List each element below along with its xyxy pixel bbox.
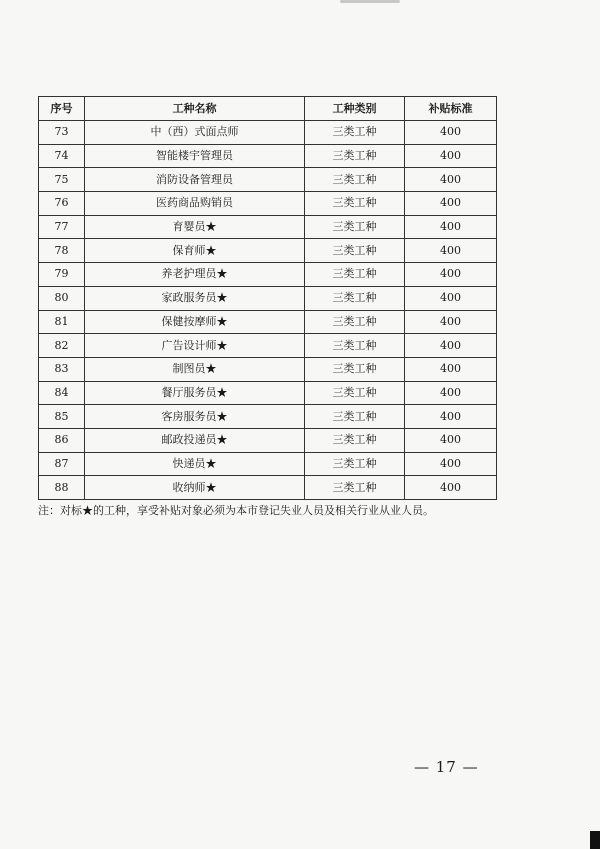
cell-standard: 400 — [405, 452, 497, 476]
cell-name: 医药商品购销员 — [85, 192, 305, 216]
table-row — [39, 428, 497, 452]
cell-name: 制图员★ — [85, 357, 305, 381]
cell-category: 三类工种 — [305, 334, 405, 358]
cell-standard: 400 — [405, 286, 497, 310]
cell-name: 保健按摩师★ — [85, 310, 305, 334]
cell-standard: 400 — [405, 121, 497, 145]
cell-standard: 400 — [405, 215, 497, 239]
cell-name: 养老护理员★ — [85, 263, 305, 287]
header-no: 序号 — [39, 97, 85, 121]
table-row — [39, 144, 497, 168]
cell-no: 73 — [39, 121, 85, 145]
cell-name: 餐厅服务员★ — [85, 381, 305, 405]
cell-no: 88 — [39, 476, 85, 500]
scan-mark-corner — [590, 831, 600, 849]
cell-name: 邮政投递员★ — [85, 428, 305, 452]
cell-name: 智能楼宇管理员 — [85, 144, 305, 168]
cell-name: 收纳师★ — [85, 476, 305, 500]
header-standard: 补贴标准 — [405, 97, 497, 121]
cell-category: 三类工种 — [305, 476, 405, 500]
table-row — [39, 192, 497, 216]
cell-category: 三类工种 — [305, 192, 405, 216]
cell-standard: 400 — [405, 144, 497, 168]
cell-standard: 400 — [405, 263, 497, 287]
cell-no: 74 — [39, 144, 85, 168]
cell-name: 中（西）式面点师 — [85, 121, 305, 145]
cell-standard: 400 — [405, 428, 497, 452]
cell-no: 87 — [39, 452, 85, 476]
cell-category: 三类工种 — [305, 168, 405, 192]
footnote: 注：对标★的工种，享受补贴对象必须为本市登记失业人员及相关行业从业人员。 — [38, 504, 434, 517]
cell-no: 79 — [39, 263, 85, 287]
cell-standard: 400 — [405, 310, 497, 334]
scan-mark-top — [340, 0, 400, 3]
cell-standard: 400 — [405, 168, 497, 192]
cell-no: 81 — [39, 310, 85, 334]
cell-no: 77 — [39, 215, 85, 239]
cell-standard: 400 — [405, 192, 497, 216]
cell-category: 三类工种 — [305, 428, 405, 452]
cell-name: 快递员★ — [85, 452, 305, 476]
cell-standard: 400 — [405, 381, 497, 405]
cell-name: 家政服务员★ — [85, 286, 305, 310]
table-row — [39, 334, 497, 358]
cell-standard: 400 — [405, 405, 497, 429]
table-row — [39, 357, 497, 381]
table-row — [39, 121, 497, 145]
cell-standard: 400 — [405, 476, 497, 500]
cell-no: 80 — [39, 286, 85, 310]
table-row — [39, 168, 497, 192]
cell-no: 76 — [39, 192, 85, 216]
header-name: 工种名称 — [85, 97, 305, 121]
cell-standard: 400 — [405, 239, 497, 263]
table-row — [39, 405, 497, 429]
cell-category: 三类工种 — [305, 239, 405, 263]
cell-no: 82 — [39, 334, 85, 358]
cell-name: 消防设备管理员 — [85, 168, 305, 192]
table-row — [39, 476, 497, 500]
cell-no: 85 — [39, 405, 85, 429]
table-row — [39, 263, 497, 287]
cell-no: 78 — [39, 239, 85, 263]
cell-category: 三类工种 — [305, 357, 405, 381]
cell-category: 三类工种 — [305, 144, 405, 168]
cell-name: 广告设计师★ — [85, 334, 305, 358]
cell-category: 三类工种 — [305, 263, 405, 287]
cell-category: 三类工种 — [305, 452, 405, 476]
table-row — [39, 381, 497, 405]
cell-category: 三类工种 — [305, 381, 405, 405]
cell-name: 保育师★ — [85, 239, 305, 263]
cell-category: 三类工种 — [305, 310, 405, 334]
cell-standard: 400 — [405, 357, 497, 381]
cell-category: 三类工种 — [305, 121, 405, 145]
cell-category: 三类工种 — [305, 215, 405, 239]
cell-no: 84 — [39, 381, 85, 405]
cell-no: 83 — [39, 357, 85, 381]
table-row — [39, 215, 497, 239]
cell-category: 三类工种 — [305, 405, 405, 429]
table-header-row — [39, 97, 497, 121]
cell-category: 三类工种 — [305, 286, 405, 310]
header-category: 工种类别 — [305, 97, 405, 121]
page-number: — 17 — — [414, 758, 479, 776]
cell-name: 客房服务员★ — [85, 405, 305, 429]
cell-no: 86 — [39, 428, 85, 452]
cell-name: 育婴员★ — [85, 215, 305, 239]
cell-no: 75 — [39, 168, 85, 192]
subsidy-table — [38, 96, 497, 500]
table-row — [39, 286, 497, 310]
table-row — [39, 239, 497, 263]
cell-standard: 400 — [405, 334, 497, 358]
table-row — [39, 452, 497, 476]
table-row — [39, 310, 497, 334]
